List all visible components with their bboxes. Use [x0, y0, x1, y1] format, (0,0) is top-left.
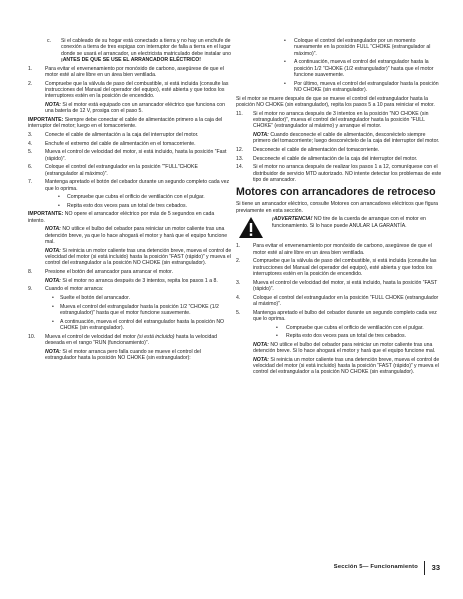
step-text: Coloque el control del estrangulador en la posición ““FULL”CHOKE (estrangulador al máximo)”.: [45, 164, 198, 177]
note: [28, 226, 232, 245]
bullet-icon: •: [284, 80, 286, 87]
step-item: [236, 280, 442, 293]
note: [28, 102, 232, 115]
step-item: [236, 295, 442, 308]
step-item: [236, 258, 442, 277]
step-number: 3.: [236, 279, 241, 286]
important-label: IMPORTANTE:: [28, 116, 64, 123]
footer-section-label: Sección 5— Funcionamiento: [333, 564, 418, 570]
step-text-italic: (si está incluido): [137, 333, 175, 340]
bullet-item: [236, 59, 442, 78]
bullet-text: A continuación, mueva el control del estrangulador hasta la posición NO CHOKE (sin estrangulador).: [60, 318, 225, 331]
note-label: NOTA:: [45, 226, 61, 233]
step-text: Desconecte el cable de alimentación del tomacorriente.: [253, 146, 380, 153]
bullet-item: [236, 81, 442, 94]
step-text: Cuando el motor arranca:: [45, 286, 104, 293]
step-item: [28, 132, 232, 138]
bullet-text: Repita esto dos veces para un total de tres cebados.: [286, 333, 407, 340]
step-text: Enchufe el extremo del cable de alimentación en el tomacorriente.: [45, 140, 196, 147]
step-item: [236, 111, 442, 130]
note-text: NO utilice el bulbo del cebador para reiniciar un motor caliente tras una detención breve. Si lo hace ahogará el motor y hará que el equipo funcione mal.: [253, 341, 436, 355]
note-text: Cuando desconecte el cable de alimentación, desconéctelo siempre primero del tomacorriente; luego desconéctelo de la caja del interruptor del motor.: [253, 131, 440, 145]
bullet-item: [236, 325, 442, 331]
note-label: NOTA:: [253, 356, 269, 363]
note-text: Si reinicia un motor caliente tras una detención breve, mueva el control de velocidad del motor (si está incluido) hasta la posición “FAST (rápido)” y mueva el control del estrangulador a la posición NO CHOKE (sin estrangulador).: [253, 356, 440, 376]
bullet-text: Suelte el botón del arrancador.: [60, 295, 131, 302]
step-item: [236, 243, 442, 256]
paragraph: Si tiene un arrancador eléctrico, consulte Motores con arrancadores eléctricos que figura previamente en esta sección.: [236, 201, 439, 214]
step-item: [28, 66, 232, 79]
step-text: Coloque el control del estrangulador en la posición “FULL CHOKE (estrangulador al máximo)”.: [253, 294, 439, 307]
step-text: Compruebe que la válvula de paso del combustible, si está incluida (consulte las instrucciones del Manual del operador del equipo), esté abierta y que todos los interruptores estén en la posición de encendido.: [253, 258, 437, 277]
step-item: [28, 164, 232, 177]
bullet-item: [236, 333, 442, 339]
step-number: 14.: [236, 164, 244, 171]
bullet-item: [28, 304, 232, 317]
step-number: 6.: [28, 164, 33, 171]
important-notice: [28, 117, 232, 130]
bullet-text: Por último, mueva el control del estrangulador hasta la posición NO CHOKE (sin estrangulador).: [294, 80, 439, 93]
step-item: [28, 286, 232, 292]
bullet-item: [28, 295, 232, 301]
step-number: 13.: [236, 155, 244, 162]
step-text: Presione el botón del arrancador para arrancar el motor.: [45, 269, 174, 276]
step-text: Conecte el cable de alimentación a la caja del interruptor del motor.: [45, 131, 199, 138]
left-column: [28, 38, 232, 364]
note-label: NOTA:: [45, 277, 61, 284]
step-item: [28, 179, 232, 192]
important-text: NO opere el arrancador eléctrico por más de 5 segundos en cada intento.: [28, 211, 215, 224]
item-c-text: Si el cableado de su hogar está conectado a tierra y no hay un enchufe de conexión a tierra de tres espigas con interruptor de falla a tierra en el lugar donde se usará el arrancador, un electricista matriculado debe instalar uno: [61, 38, 232, 57]
note-label: NOTA:: [253, 131, 269, 138]
note-text: Si reinicia un motor caliente tras una detención breve, mueva el control de velocidad del motor (si está incluido) hasta la posición “FAST (rápido)” y mueva el control del estrangulador a la posición NO CHOKE (sin estrangulador).: [45, 247, 232, 267]
step-number: 4.: [28, 140, 33, 147]
step-item: [28, 81, 232, 100]
step-text: hasta la velocidad deseada en el rango “RUN (funcionamiento)”.: [45, 333, 218, 346]
note: [28, 349, 232, 362]
step-number: 8.: [28, 269, 33, 276]
step-item: [236, 147, 442, 153]
step-number: 5.: [28, 149, 33, 156]
bullet-text: Compruebe que cubra el orificio de ventilación con el pulgar.: [67, 194, 205, 201]
step-text: Mantenga apretado el bulbo del cebador durante un segundo completo cada vez que lo oprima.: [253, 309, 437, 322]
step-number: 1.: [236, 243, 241, 250]
step-number: 11.: [236, 110, 243, 117]
item-c-marker: c.: [47, 38, 51, 44]
step-text: Mueva el control de velocidad del motor, si está incluido, hasta la posición “FAST (rápido)”.: [253, 279, 438, 292]
note-label: NOTA:: [253, 341, 269, 348]
page-footer: [312, 561, 440, 575]
bullet-icon: •: [276, 324, 278, 331]
bullet-icon: •: [52, 318, 54, 325]
step-number: 5.: [236, 309, 241, 316]
note: [236, 357, 442, 376]
bullet-text: Repita esto dos veces para un total de tres cebados.: [67, 202, 188, 209]
step-text: Mueva el control de velocidad del motor, si está incluido, hasta la posición “Fast (rápido)”.: [45, 149, 227, 162]
important-notice: [28, 211, 232, 224]
step-item: [28, 149, 232, 162]
bullet-icon: •: [284, 38, 286, 44]
step-item: [236, 310, 442, 323]
bullet-icon: •: [52, 303, 54, 310]
bullet-icon: •: [58, 194, 60, 201]
step-text: Para evitar el envenenamiento por monóxido de carbono, asegúrese de que el motor esté al aire libre en un área bien ventilada.: [253, 243, 432, 256]
step-number: 9.: [28, 286, 33, 293]
bullet-icon: •: [276, 333, 278, 340]
warning-triangle-icon: [238, 216, 264, 239]
step-number: 1.: [28, 65, 33, 72]
step-item: [236, 164, 442, 183]
step-text: Para evitar el envenenamiento por monóxido de carbono, asegúrese de que el motor esté al aire libre en un área bien ventilada.: [45, 65, 224, 79]
warning-label: ¡ADVERTENCIA!: [272, 216, 313, 223]
step-number: 10.: [28, 333, 36, 340]
bullet-item: [28, 319, 232, 332]
note: [28, 278, 232, 284]
right-column: [236, 38, 442, 378]
note-text: Si el motor no arranca después de 3 intentos, repita los pasos 1 a 8.: [60, 277, 218, 284]
step-number: 4.: [236, 294, 241, 301]
bullet-text: Mueva el control del estrangulador hasta la posición 1/2 “CHOKE (1/2 estrangulador)” hasta que el motor funcione suavemente.: [60, 303, 219, 317]
step-text: Si el motor no arranca después de realizar los pasos 1 a 12, comuníquese con el distribuidor de servicio MTD autorizado. NO intente detectar los problemas de este tipo de arrancador.: [253, 164, 442, 183]
note: [28, 248, 232, 267]
item-c: [28, 38, 232, 63]
step-number: 2.: [236, 258, 241, 265]
page-number: 33: [431, 563, 440, 572]
bullet-item: [236, 38, 442, 57]
bullet-text: Compruebe que cubra el orificio de ventilación con el pulgar.: [286, 324, 424, 331]
bullet-text: A continuación, mueva el control del estrangulador hasta la posición 1/2 “CHOKE (1/2 estrangulador)” hasta que el motor funcione suavemente.: [294, 59, 434, 79]
bullet-icon: •: [52, 295, 54, 302]
item-c-emphasis: ¡ANTES DE QUE SE USE EL ARRANCADOR ELÉCTRICO!: [61, 57, 201, 64]
step-text: Mantenga apretado el botón del cebador durante un segundo completo cada vez que lo oprima.: [45, 179, 230, 192]
step-item: [236, 156, 442, 162]
note: [236, 132, 442, 145]
step-text: Si el motor no arranca después de 3 intentos en la posición “NO CHOKE (sin estrangulador)”, mueva el control del estrangulador hasta la posición “FULL CHOKE” (estrangulador al máximo) y arranque el motor.: [253, 110, 429, 130]
step-text: Compruebe que la válvula de paso del combustible, si está incluida (consulte las instrucciones del Manual del operador del equipo), esté abierta y que todos los interruptores estén en la posición de encendido.: [45, 80, 229, 100]
note-text: Si el motor está equipado con un arrancador eléctrico que funciona con una batería de 12 V, prosiga con el paso 5.: [45, 101, 225, 115]
step-number: 7.: [28, 179, 33, 186]
step-text: Mueva el control de velocidad del motor: [45, 333, 138, 340]
bullet-icon: •: [284, 59, 286, 66]
bullet-item: [28, 194, 232, 200]
step-item: [28, 334, 232, 347]
important-text: Siempre debe conectar el cable de alimentación primero a la caja del interruptor del motor; luego en el tomacorriente.: [28, 116, 223, 130]
step-number: 2.: [28, 80, 33, 87]
note: [236, 342, 442, 355]
step-item: [28, 269, 232, 275]
step-item: [28, 141, 232, 147]
bullet-text: Coloque el control del estrangulador por un momento nuevamente en la posición FULL “CHOKE (estrangulador al máximo)”.: [294, 38, 431, 57]
note-text: NO utilice el bulbo del cebador para reiniciar un motor caliente tras una detención breve, ya que lo hace ahogará el motor y hará que el equipo funcione mal.: [45, 226, 228, 246]
footer-divider: [424, 561, 425, 575]
note-label: NOTA:: [45, 101, 61, 108]
note-label: NOTA:: [45, 348, 61, 355]
paragraph: Si el motor se muere después de que se mueve el control del estrangulador hasta la posición NO CHOKE (sin estrangulador), repita los pasos 5 a 10 para reiniciar el motor.: [236, 95, 435, 108]
warning-box: [236, 216, 442, 240]
bullet-item: [28, 203, 232, 209]
warning-text: NO tire de la cuerda de arranque con el motor en funcionamiento. Si lo hace puede ANULAR LA GARANTÍA.: [272, 216, 426, 229]
step-text: Desconecte el cable de alimentación de la caja del interruptor del motor.: [253, 155, 418, 162]
note-label: NOTA:: [45, 247, 61, 254]
important-label: IMPORTANTE:: [28, 211, 64, 218]
note-text: Si el motor arranca pero falla cuando se mueve el control del estrangulador hasta la posición NO CHOKE (sin estrangulador):: [45, 348, 201, 361]
bullet-icon: •: [58, 202, 60, 209]
step-number: 12.: [236, 146, 244, 153]
section-heading: Motores con arrancadores de retroceso: [236, 186, 436, 199]
step-number: 3.: [28, 131, 33, 138]
